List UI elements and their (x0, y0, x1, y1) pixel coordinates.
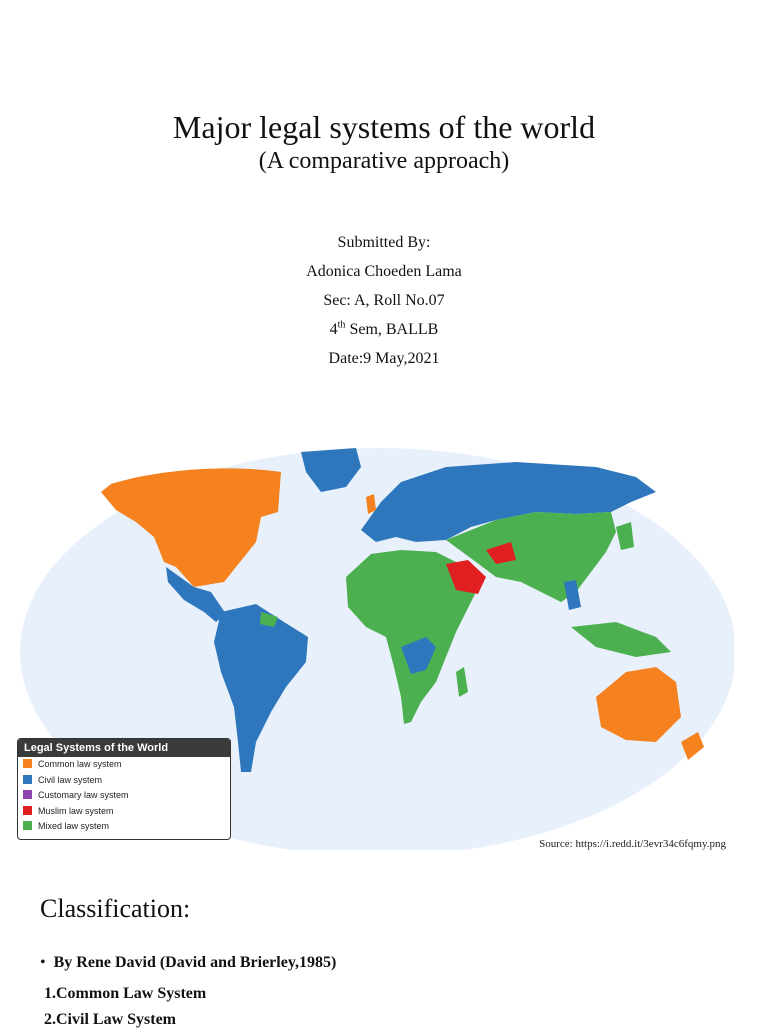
semester (0, 315, 768, 344)
legend-item (18, 773, 230, 789)
bullet-dot: • (40, 954, 46, 971)
legend-swatch (23, 790, 32, 799)
legend-label: Mixed law system (38, 821, 110, 831)
legend-item (18, 788, 230, 804)
map-legend (17, 738, 231, 840)
legend-label: Customary law system (38, 790, 129, 800)
section-roll: Sec: A, Roll No.07 (323, 292, 445, 309)
page-subtitle: (A comparative approach) (258, 148, 510, 174)
classification-bullet (40, 954, 336, 972)
author-name: Adonica Choeden Lama (306, 263, 462, 280)
classification-list (44, 981, 206, 1033)
legend-swatch (23, 775, 32, 784)
submission-info (0, 228, 768, 373)
classification-heading: Classification: (40, 894, 191, 923)
legend-item (18, 819, 230, 835)
legend-swatch (23, 759, 32, 768)
legend-item (18, 757, 230, 773)
map-source: Source: https://i.redd.it/3evr34c6fqmy.png (539, 838, 726, 850)
list-item: 2.Civil Law System (44, 1011, 176, 1028)
page-title: Major legal systems of the world (172, 109, 596, 145)
legend-label: Civil law system (38, 774, 103, 785)
bullet-text: By Rene David (David and Brierley,1985) (53, 954, 337, 971)
legend-swatch (23, 821, 32, 830)
sem-rest: Sem, BALLB (345, 321, 439, 338)
legend-item (18, 804, 230, 820)
legend-label: Common law system (38, 759, 122, 769)
sem-suffix: th (337, 319, 346, 331)
submission-date: Date:9 May,2021 (328, 350, 440, 367)
submitted-label: Submitted By: (337, 234, 431, 251)
legend-title: Legal Systems of the World (18, 739, 230, 757)
legend-label: Muslim law system (38, 805, 114, 816)
sem-number: 4 (329, 321, 338, 338)
legend-swatch (23, 806, 32, 815)
list-item: 1.Common Law System (44, 985, 207, 1002)
